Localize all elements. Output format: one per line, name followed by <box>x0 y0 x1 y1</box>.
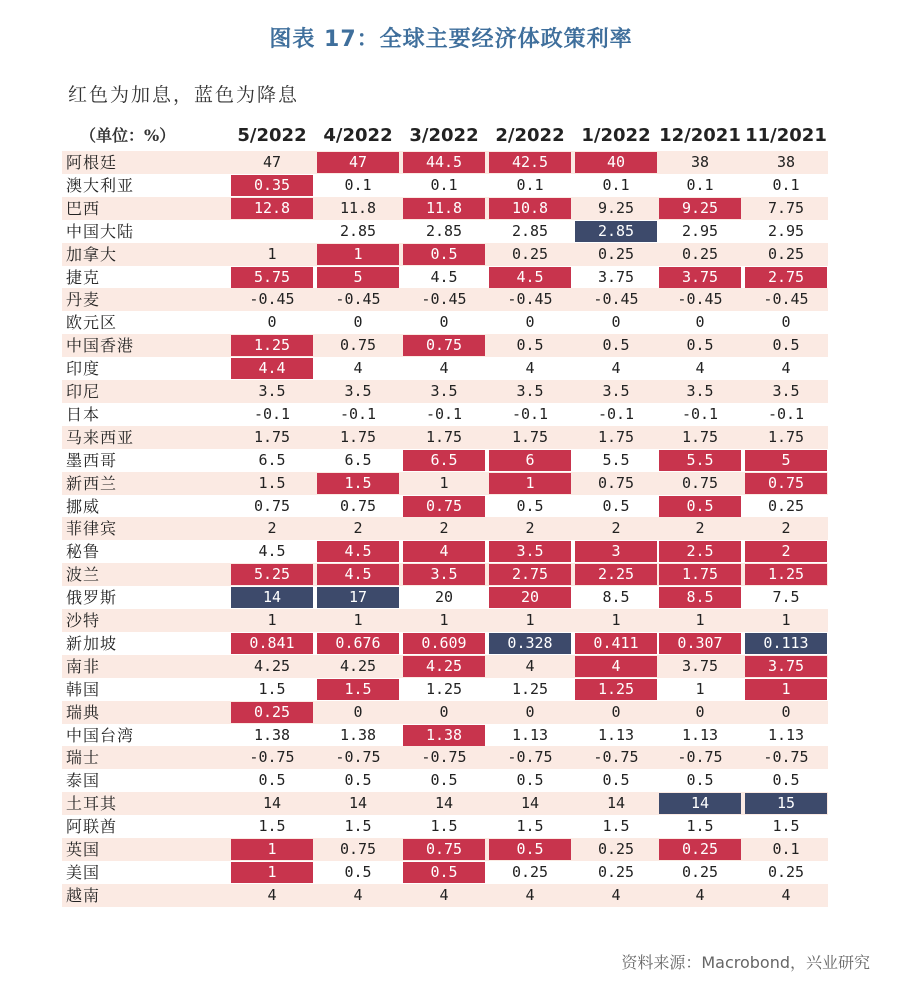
rate-cell: 7.75 <box>767 198 805 217</box>
rate-cell: 1.13 <box>597 725 635 744</box>
rate-cell: 2.85 <box>425 221 463 240</box>
rate-cell: 2 <box>267 519 277 538</box>
rate-cell-hike: 3.75 <box>659 267 741 288</box>
rate-cell: 1 <box>695 611 705 629</box>
rate-cell: -0.1 <box>511 404 549 423</box>
rate-cell: 4 <box>525 885 535 904</box>
rate-cell: 3.5 <box>430 382 458 400</box>
rate-cell: 1 <box>695 679 705 698</box>
rate-cell: 0.1 <box>344 175 372 194</box>
rate-cell: 0.5 <box>516 336 544 355</box>
rate-cell-hike: 40 <box>575 152 657 173</box>
rate-cell: 4 <box>353 885 363 904</box>
rate-cell-hike: 0.676 <box>317 633 399 654</box>
rate-cell: -0.1 <box>681 404 719 423</box>
rate-cell: 1.75 <box>339 427 377 446</box>
rate-cell: 2 <box>781 519 791 538</box>
rate-cell-hike: 4 <box>575 656 657 677</box>
rate-cell: 1 <box>525 611 535 629</box>
rate-cell: 1.75 <box>425 427 463 446</box>
row-label: 南非 <box>66 656 101 676</box>
rate-cell: 4 <box>695 359 705 378</box>
rate-cell: -0.45 <box>593 290 639 309</box>
rate-cell: 3.5 <box>686 382 714 400</box>
rate-cell: 3.5 <box>258 382 286 400</box>
rate-cell: 4 <box>525 656 535 675</box>
rate-cell: 14 <box>262 794 282 813</box>
row-label: 墨西哥 <box>66 450 118 470</box>
rate-cell: 38 <box>776 153 796 171</box>
rate-cell-hike: 5 <box>745 450 827 471</box>
rate-cell: 1 <box>439 611 449 629</box>
rate-cell: 0.5 <box>344 862 372 881</box>
rate-cell: 2.95 <box>767 221 805 240</box>
rate-cell-hike: 3.5 <box>403 564 485 585</box>
row-label: 挪威 <box>66 496 101 516</box>
rate-cell: 3.5 <box>344 382 372 400</box>
rate-cell-hike: 0.841 <box>231 633 313 654</box>
rate-cell: -0.1 <box>597 404 635 423</box>
rate-cell: 0.1 <box>772 175 800 194</box>
rate-cell: 1.75 <box>767 427 805 446</box>
rate-cell: 0 <box>267 313 277 332</box>
rate-cell: 4.25 <box>339 656 377 675</box>
rate-cell: 2 <box>439 519 449 538</box>
rate-cell: 1.5 <box>686 817 714 836</box>
rate-cell-hike: 3.5 <box>489 541 571 562</box>
rate-cell-hike: 0.25 <box>659 839 741 860</box>
rate-cell-hike: 0.5 <box>659 496 741 517</box>
rate-cell-hike: 42.5 <box>489 152 571 173</box>
rate-cell-hike: 2 <box>745 541 827 562</box>
rate-cell: 1.5 <box>430 817 458 836</box>
rate-cell: 1.5 <box>772 817 800 836</box>
rate-cell: 0 <box>525 702 535 721</box>
rate-cell-hike: 5 <box>317 267 399 288</box>
rate-cell: 6.5 <box>344 450 372 469</box>
rate-cell-hike: 5.25 <box>231 564 313 585</box>
rate-cell: 1.75 <box>597 427 635 446</box>
rate-cell: 14 <box>434 794 454 813</box>
rate-cell: 0.75 <box>681 473 719 492</box>
row-label: 沙特 <box>66 611 101 630</box>
rate-cell: 0 <box>781 313 791 332</box>
rate-cell-hike: 47 <box>317 152 399 173</box>
column-header: 3/2022 <box>409 125 479 146</box>
rate-cell: 0.25 <box>597 862 635 881</box>
row-label: 中国台湾 <box>66 725 135 745</box>
rate-cell-hike: 2.5 <box>659 541 741 562</box>
rate-cell: 14 <box>606 794 626 813</box>
column-header: 1/2022 <box>581 125 651 146</box>
row-label: 新加坡 <box>66 633 118 653</box>
rate-cell: -0.75 <box>335 748 381 767</box>
rate-cell <box>231 221 313 242</box>
row-label: 美国 <box>66 862 101 882</box>
rate-cell-hike: 5.5 <box>659 450 741 471</box>
rate-cell: 1.75 <box>681 427 719 446</box>
rate-cell: 1 <box>439 473 449 492</box>
rate-cell-hike: 1.5 <box>317 473 399 494</box>
rate-cell-hike: 1.5 <box>317 679 399 700</box>
rate-cell: 0 <box>611 313 621 332</box>
rate-cell: 0.25 <box>681 244 719 263</box>
rate-cell: 3.5 <box>772 382 800 400</box>
rate-cell: 1.5 <box>344 817 372 836</box>
row-label: 瑞士 <box>66 748 101 768</box>
rate-cell: 1.38 <box>339 725 377 744</box>
rate-cell: 1.13 <box>681 725 719 744</box>
rate-cell-hike: 1.25 <box>745 564 827 585</box>
rate-cell-hike: 4.5 <box>317 564 399 585</box>
rate-cell: 6.5 <box>258 450 286 469</box>
rate-cell: 0.5 <box>258 771 286 790</box>
row-label: 波兰 <box>66 565 101 585</box>
rate-cell: -0.75 <box>593 748 639 767</box>
rate-cell: -0.45 <box>421 290 467 309</box>
rate-cell: -0.75 <box>421 748 467 767</box>
rate-cell: 0 <box>353 702 363 721</box>
rate-cell: -0.45 <box>507 290 553 309</box>
rate-cell: 0.25 <box>597 840 635 858</box>
rate-cell-hike: 0.75 <box>403 335 485 356</box>
rate-cell: 4 <box>781 359 791 378</box>
rate-cell: 5.5 <box>602 450 630 469</box>
row-label: 阿联酋 <box>66 817 118 837</box>
rate-cell: -0.45 <box>763 290 809 309</box>
row-label: 越南 <box>66 885 101 905</box>
rate-cell: 0 <box>781 702 791 721</box>
rate-cell-cut: 0.113 <box>745 633 827 654</box>
column-header: 5/2022 <box>237 125 307 146</box>
rate-cell: 0.5 <box>516 496 544 515</box>
rate-cell: 11.8 <box>339 198 377 217</box>
rate-cell-hike: 1 <box>231 862 313 883</box>
rate-cell-hike: 1 <box>317 244 399 265</box>
rate-cell-cut: 14 <box>659 793 741 814</box>
rate-cell: 1.5 <box>258 679 286 698</box>
rate-cell: 0 <box>439 702 449 721</box>
rate-cell: 20 <box>434 588 454 607</box>
rate-cell: -0.75 <box>507 748 553 767</box>
rate-cell-hike: 6.5 <box>403 450 485 471</box>
row-label: 欧元区 <box>66 313 118 333</box>
rate-cell: 0.25 <box>511 244 549 263</box>
rate-cell: 0.1 <box>772 840 800 858</box>
rate-cell: 4 <box>611 359 621 378</box>
rate-cell-hike: 0.5 <box>403 862 485 883</box>
row-label: 瑞典 <box>66 702 101 722</box>
rate-cell: -0.1 <box>767 404 805 423</box>
rate-cell: 2 <box>611 519 621 538</box>
rate-cell: -0.45 <box>677 290 723 309</box>
rate-cell: -0.75 <box>249 748 295 767</box>
rate-cell: 1 <box>781 611 791 629</box>
rate-cell: 0.25 <box>681 862 719 881</box>
rate-cell: 4.25 <box>253 656 291 675</box>
rate-cell: 3.5 <box>602 382 630 400</box>
row-label: 丹麦 <box>66 290 101 310</box>
source-note: 资料来源：Macrobond，兴业研究 <box>621 953 870 972</box>
rate-cell-hike: 1.25 <box>575 679 657 700</box>
row-label: 印尼 <box>66 382 101 401</box>
rate-cell: 1.25 <box>425 679 463 698</box>
rate-cell-hike: 1 <box>489 473 571 494</box>
rate-cell-cut: 15 <box>745 793 827 814</box>
rate-cell-hike: 4.5 <box>317 541 399 562</box>
rate-cell: 0 <box>439 313 449 332</box>
rate-cell: 4 <box>267 885 277 904</box>
rate-cell: 0.1 <box>430 175 458 194</box>
rate-cell: 0 <box>695 313 705 332</box>
rate-cell: -0.75 <box>763 748 809 767</box>
rate-cell: 1.25 <box>511 679 549 698</box>
row-label: 日本 <box>66 404 101 424</box>
rate-cell: -0.45 <box>249 290 295 309</box>
rate-cell: 1.5 <box>602 817 630 836</box>
rate-cell: 3.75 <box>597 267 635 286</box>
rate-cell: -0.1 <box>339 404 377 423</box>
row-label: 中国香港 <box>66 336 135 356</box>
row-label: 英国 <box>66 840 101 859</box>
rate-cell: 4.5 <box>430 267 458 286</box>
rate-cell: 0.5 <box>344 771 372 790</box>
rate-cell: 2.85 <box>511 221 549 240</box>
rate-cell-hike: 1.75 <box>659 564 741 585</box>
rate-cell: 0.25 <box>511 862 549 881</box>
rate-cell: 0.1 <box>686 175 714 194</box>
rate-cell-hike: 4.25 <box>403 656 485 677</box>
rate-cell-hike: 0.609 <box>403 633 485 654</box>
rate-cell-cut: 0.328 <box>489 633 571 654</box>
rate-cell-hike: 2.75 <box>489 564 571 585</box>
rate-cell: 0.25 <box>767 862 805 881</box>
rate-cell: 0.5 <box>602 496 630 515</box>
rate-cell: 4.5 <box>258 542 286 561</box>
rate-cell: 4 <box>525 359 535 378</box>
row-label: 新西兰 <box>66 473 118 493</box>
rate-cell-hike: 10.8 <box>489 198 571 219</box>
color-legend-note: 红色为加息，蓝色为降息 <box>68 84 300 106</box>
column-header: 4/2022 <box>323 125 393 146</box>
rate-cell-hike: 4.4 <box>231 358 313 379</box>
rate-cell: 1.5 <box>258 473 286 492</box>
rate-cell-hike: 11.8 <box>403 198 485 219</box>
rate-cell: 1.5 <box>516 817 544 836</box>
rate-cell: 2 <box>353 519 363 538</box>
rate-cell: 0.5 <box>602 336 630 355</box>
row-label: 泰国 <box>66 771 101 791</box>
rate-cell: 0.75 <box>339 336 377 355</box>
rate-cell: 14 <box>520 794 540 813</box>
rate-cell-hike: 0.307 <box>659 633 741 654</box>
column-header: 12/2021 <box>659 125 741 146</box>
rate-cell: 8.5 <box>602 588 630 607</box>
rate-cell: 0.25 <box>597 244 635 263</box>
rate-cell: -0.45 <box>335 290 381 309</box>
rate-cell: 14 <box>348 794 368 813</box>
row-label: 土耳其 <box>66 794 118 814</box>
rate-cell: 1 <box>611 611 621 629</box>
row-label: 马来西亚 <box>66 427 135 447</box>
rate-cell: 0.75 <box>253 496 291 515</box>
column-header: 11/2021 <box>745 125 827 146</box>
chart-title: 图表 17：全球主要经济体政策利率 <box>269 27 633 52</box>
rate-cell-hike: 44.5 <box>403 152 485 173</box>
rate-cell: 0.5 <box>772 336 800 355</box>
rate-cell: -0.1 <box>425 404 463 423</box>
rate-cell: 0.1 <box>516 175 544 194</box>
column-header: 2/2022 <box>495 125 565 146</box>
rate-cell-hike: 20 <box>489 587 571 608</box>
row-label: 巴西 <box>66 198 101 218</box>
rate-cell-hike: 1.25 <box>231 335 313 356</box>
row-label: 菲律宾 <box>66 519 118 539</box>
rate-cell: 0.75 <box>597 473 635 492</box>
rate-cell-hike: 0.25 <box>231 702 313 723</box>
rate-cell: 4 <box>611 885 621 904</box>
row-label: 秘鲁 <box>66 542 101 562</box>
rate-cell-hike: 3.75 <box>745 656 827 677</box>
rate-cell: 0 <box>525 313 535 332</box>
rate-cell: 1 <box>353 611 363 629</box>
row-label: 中国大陆 <box>66 221 135 241</box>
rate-cell: 47 <box>262 153 282 171</box>
row-label: 俄罗斯 <box>66 588 118 608</box>
rate-cell-hike: 1 <box>231 839 313 860</box>
rate-cell: 1.38 <box>253 725 291 744</box>
rate-cell: -0.1 <box>253 404 291 423</box>
rate-cell: 0.5 <box>772 771 800 790</box>
rate-cell: 4 <box>781 885 791 904</box>
rate-cell: 1 <box>267 244 277 263</box>
row-label: 加拿大 <box>66 244 118 264</box>
rate-cell-hike: 0.5 <box>489 839 571 860</box>
rate-cell-cut: 17 <box>317 587 399 608</box>
rate-cell-hike: 9.25 <box>659 198 741 219</box>
rate-cell-hike: 0.411 <box>575 633 657 654</box>
rate-cell-hike: 8.5 <box>659 587 741 608</box>
rate-cell: 3.5 <box>516 382 544 400</box>
rate-cell: 4 <box>439 359 449 378</box>
rate-cell: 4 <box>353 359 363 378</box>
rate-cell-hike: 0.75 <box>403 839 485 860</box>
rate-cell: 2 <box>525 519 535 538</box>
rate-cell: 0 <box>611 702 621 721</box>
rate-cell-hike: 6 <box>489 450 571 471</box>
rate-cell-hike: 2.25 <box>575 564 657 585</box>
rate-cell-cut: 14 <box>231 587 313 608</box>
row-label: 阿根廷 <box>66 153 118 172</box>
rate-cell: 2 <box>695 519 705 538</box>
rate-cell-hike: 1 <box>745 679 827 700</box>
rate-cell-hike: 0.75 <box>403 496 485 517</box>
rate-cell: 0.1 <box>602 175 630 194</box>
rate-cell: 0.5 <box>686 771 714 790</box>
row-label: 澳大利亚 <box>66 175 135 195</box>
rate-cell: 0.5 <box>686 336 714 355</box>
row-label: 印度 <box>66 359 101 379</box>
rate-cell: 38 <box>690 153 710 171</box>
rate-cell: 1 <box>267 611 277 629</box>
rate-cell-hike: 4 <box>403 541 485 562</box>
rate-cell-hike: 1.38 <box>403 725 485 746</box>
rate-cell: 1.13 <box>767 725 805 744</box>
rate-cell: 2.85 <box>339 221 377 240</box>
rate-cell-cut: 2.85 <box>575 221 657 242</box>
rate-cell: 0.25 <box>767 496 805 515</box>
rate-cell-hike: 5.75 <box>231 267 313 288</box>
rate-cell: 0.5 <box>430 771 458 790</box>
rate-cell: 0.75 <box>339 496 377 515</box>
rate-cell-hike: 12.8 <box>231 198 313 219</box>
rate-cell: 0 <box>695 702 705 721</box>
rate-cell: 1.13 <box>511 725 549 744</box>
rate-cell: -0.75 <box>677 748 723 767</box>
rate-cell: 7.5 <box>772 588 800 607</box>
rate-cell: 0.5 <box>516 771 544 790</box>
rate-cell-hike: 4.5 <box>489 267 571 288</box>
rate-cell: 0.25 <box>767 244 805 263</box>
rate-cell: 1.5 <box>258 817 286 836</box>
row-label: 韩国 <box>66 679 101 699</box>
rate-cell-hike: 2.75 <box>745 267 827 288</box>
rate-cell: 4 <box>439 885 449 904</box>
rate-cell: 9.25 <box>597 198 635 217</box>
rate-cell: 1.75 <box>253 427 291 446</box>
unit-label: （单位：%） <box>80 126 176 145</box>
rate-cell: 1.75 <box>511 427 549 446</box>
rate-cell-hike: 0.5 <box>403 244 485 265</box>
rate-cell-hike: 0.35 <box>231 175 313 196</box>
row-label: 捷克 <box>66 267 101 287</box>
rate-cell-hike: 0.75 <box>745 473 827 494</box>
rate-cell: 4 <box>695 885 705 904</box>
rate-cell: 3.75 <box>681 656 719 675</box>
rate-cell: 0 <box>353 313 363 332</box>
rate-cell: 2.95 <box>681 221 719 240</box>
rate-cell-hike: 3 <box>575 541 657 562</box>
rate-cell: 0.5 <box>602 771 630 790</box>
rate-cell: 0.75 <box>339 840 377 858</box>
